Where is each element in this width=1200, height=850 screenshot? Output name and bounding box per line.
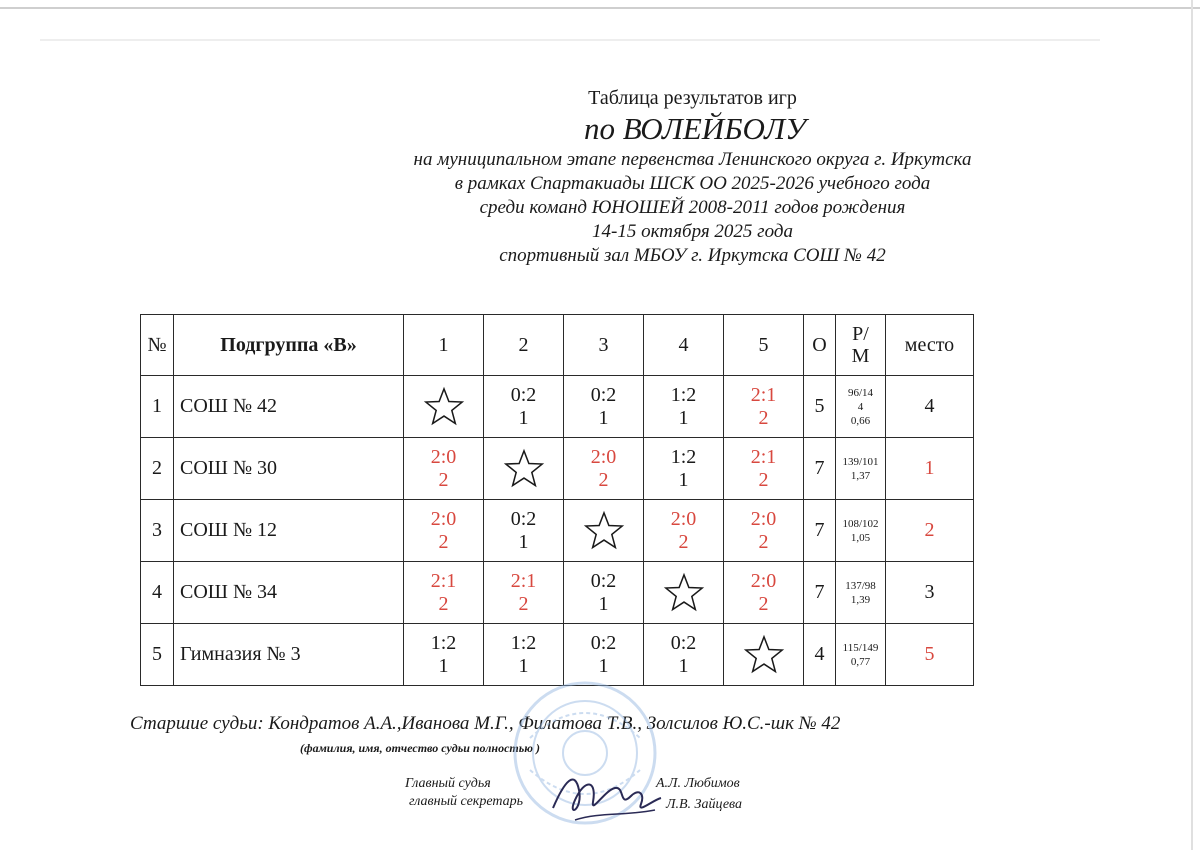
- match-result-cell: [644, 624, 724, 686]
- set-score: 2:1: [750, 445, 777, 468]
- match-result-cell: [404, 438, 484, 500]
- match-result-cell: [644, 438, 724, 500]
- set-score: 2:0: [750, 569, 777, 592]
- self-match-cell: [404, 376, 484, 438]
- ratio-value: 4: [857, 400, 864, 413]
- match-result-cell: [724, 438, 804, 500]
- match-points: 2: [598, 468, 609, 491]
- set-score: 1:2: [670, 383, 697, 406]
- ratio-value: 1,37: [850, 469, 871, 482]
- match-result-cell: [564, 376, 644, 438]
- set-score: 2:1: [750, 383, 777, 406]
- header-col-4: 4: [644, 315, 724, 376]
- header-ratio: [836, 315, 886, 376]
- team-name: СОШ № 42: [174, 376, 404, 438]
- star-icon: [743, 634, 785, 676]
- ratio-cell: [836, 624, 886, 686]
- sport-title: по ВОЛЕЙБОЛУ: [584, 111, 806, 146]
- header-col-1: 1: [404, 315, 484, 376]
- row-num: 2: [141, 438, 174, 500]
- set-score: 2:0: [670, 507, 697, 530]
- place: 1: [886, 438, 974, 500]
- set-score: 2:0: [430, 507, 457, 530]
- match-points: 1: [438, 654, 449, 677]
- ratio-value: 1,05: [850, 531, 871, 544]
- match-points: 2: [758, 468, 769, 491]
- star-icon: [583, 510, 625, 552]
- match-points: 1: [598, 406, 609, 429]
- table-row: [141, 376, 974, 438]
- judges-note: (фамилия, имя, отчество судьи полностью ): [300, 741, 540, 755]
- row-num: 5: [141, 624, 174, 686]
- set-score: 0:2: [670, 631, 697, 654]
- ratio-score: 108/102: [842, 517, 879, 530]
- set-score: 2:1: [510, 569, 537, 592]
- match-result-cell: [404, 500, 484, 562]
- match-points: 2: [758, 406, 769, 429]
- header-points: О: [804, 315, 836, 376]
- ratio-extra: 0,66: [850, 414, 871, 427]
- chief-judge-label: Главный судья: [405, 776, 491, 791]
- match-points: 1: [518, 654, 529, 677]
- match-result-cell: [484, 624, 564, 686]
- match-points: 1: [598, 654, 609, 677]
- match-points: 1: [678, 468, 689, 491]
- document-header: [0, 86, 1200, 268]
- match-points: 2: [438, 592, 449, 615]
- ratio-score: 115/149: [842, 641, 879, 654]
- match-points: 1: [598, 592, 609, 615]
- chief-secretary-label: главный секретарь: [409, 794, 524, 809]
- star-icon: [423, 386, 465, 428]
- total-points: 5: [804, 376, 836, 438]
- set-score: 2:1: [430, 569, 457, 592]
- star-icon: [663, 572, 705, 614]
- table-row: [141, 438, 974, 500]
- table-row: [141, 624, 974, 686]
- header-ratio-bottom: М: [851, 345, 870, 367]
- match-points: 2: [438, 530, 449, 553]
- row-num: 1: [141, 376, 174, 438]
- total-points: 7: [804, 438, 836, 500]
- set-score: 0:2: [510, 383, 537, 406]
- set-score: 2:0: [430, 445, 457, 468]
- match-result-cell: [564, 624, 644, 686]
- total-points: 4: [804, 624, 836, 686]
- header-col-2: 2: [484, 315, 564, 376]
- header-col-5: 5: [724, 315, 804, 376]
- ratio-score: 137/98: [845, 579, 876, 592]
- chief-judge-name: А.Л. Любимов: [656, 776, 740, 791]
- match-result-cell: [724, 376, 804, 438]
- team-name: СОШ № 30: [174, 438, 404, 500]
- ratio-cell: [836, 438, 886, 500]
- match-result-cell: [484, 376, 564, 438]
- header-ratio-top: Р/: [852, 323, 869, 345]
- match-result-cell: [404, 624, 484, 686]
- match-points: 1: [678, 654, 689, 677]
- match-result-cell: [644, 500, 724, 562]
- set-score: 1:2: [430, 631, 457, 654]
- self-match-cell: [484, 438, 564, 500]
- row-num: 3: [141, 500, 174, 562]
- venue-line: спортивный зал МБОУ г. Иркутска СОШ № 42: [499, 245, 886, 266]
- category-line: среди команд ЮНОШЕЙ 2008-2011 годов рождения: [479, 197, 906, 218]
- signature-image: [545, 760, 665, 830]
- team-name: Гимназия № 3: [174, 624, 404, 686]
- match-result-cell: [644, 376, 724, 438]
- match-points: 2: [438, 468, 449, 491]
- header-group: Подгруппа «В»: [174, 315, 404, 376]
- place: 4: [886, 376, 974, 438]
- match-result-cell: [484, 500, 564, 562]
- set-score: 1:2: [510, 631, 537, 654]
- set-score: 0:2: [590, 569, 617, 592]
- self-match-cell: [724, 624, 804, 686]
- ratio-cell: [836, 376, 886, 438]
- match-result-cell: [724, 500, 804, 562]
- match-result-cell: [484, 562, 564, 624]
- set-score: 0:2: [590, 631, 617, 654]
- set-score: 0:2: [510, 507, 537, 530]
- total-points: 7: [804, 562, 836, 624]
- match-points: 1: [518, 406, 529, 429]
- match-points: 1: [518, 530, 529, 553]
- place: 2: [886, 500, 974, 562]
- total-points: 7: [804, 500, 836, 562]
- results-table: [140, 314, 974, 686]
- match-points: 2: [518, 592, 529, 615]
- row-num: 4: [141, 562, 174, 624]
- match-result-cell: [564, 562, 644, 624]
- set-score: 2:0: [750, 507, 777, 530]
- ratio-cell: [836, 500, 886, 562]
- set-score: 2:0: [590, 445, 617, 468]
- team-name: СОШ № 34: [174, 562, 404, 624]
- match-result-cell: [724, 562, 804, 624]
- match-points: 1: [678, 406, 689, 429]
- set-score: 0:2: [590, 383, 617, 406]
- header-num: №: [141, 315, 174, 376]
- senior-judges: Старшие судьи: Кондратов А.А.,Иванова М.Г., Филатова Т.В., Золсилов Ю.С.-шк № 42: [130, 713, 841, 734]
- ratio-score: 96/14: [847, 386, 874, 399]
- match-result-cell: [404, 562, 484, 624]
- match-points: 2: [758, 592, 769, 615]
- table-header-row: [141, 315, 974, 376]
- doc-title: Таблица результатов игр: [588, 87, 797, 109]
- self-match-cell: [564, 500, 644, 562]
- table-row: [141, 562, 974, 624]
- star-icon: [503, 448, 545, 490]
- header-place: место: [886, 315, 974, 376]
- table-row: [141, 500, 974, 562]
- stage-line: на муниципальном этапе первенства Ленинского округа г. Иркутска: [413, 149, 972, 170]
- ratio-score: 139/101: [842, 455, 879, 468]
- header-col-3: 3: [564, 315, 644, 376]
- place: 5: [886, 624, 974, 686]
- self-match-cell: [644, 562, 724, 624]
- ratio-value: 0,77: [850, 655, 871, 668]
- chief-secretary-name: Л.В. Зайцева: [666, 797, 743, 812]
- match-points: 2: [758, 530, 769, 553]
- ratio-cell: [836, 562, 886, 624]
- set-score: 1:2: [670, 445, 697, 468]
- date-line: 14-15 октября 2025 года: [592, 221, 793, 242]
- match-points: 2: [678, 530, 689, 553]
- spartakiad-line: в рамках Спартакиады ШСК ОО 2025-2026 учебного года: [454, 173, 931, 194]
- ratio-value: 1,39: [850, 593, 871, 606]
- match-result-cell: [564, 438, 644, 500]
- team-name: СОШ № 12: [174, 500, 404, 562]
- place: 3: [886, 562, 974, 624]
